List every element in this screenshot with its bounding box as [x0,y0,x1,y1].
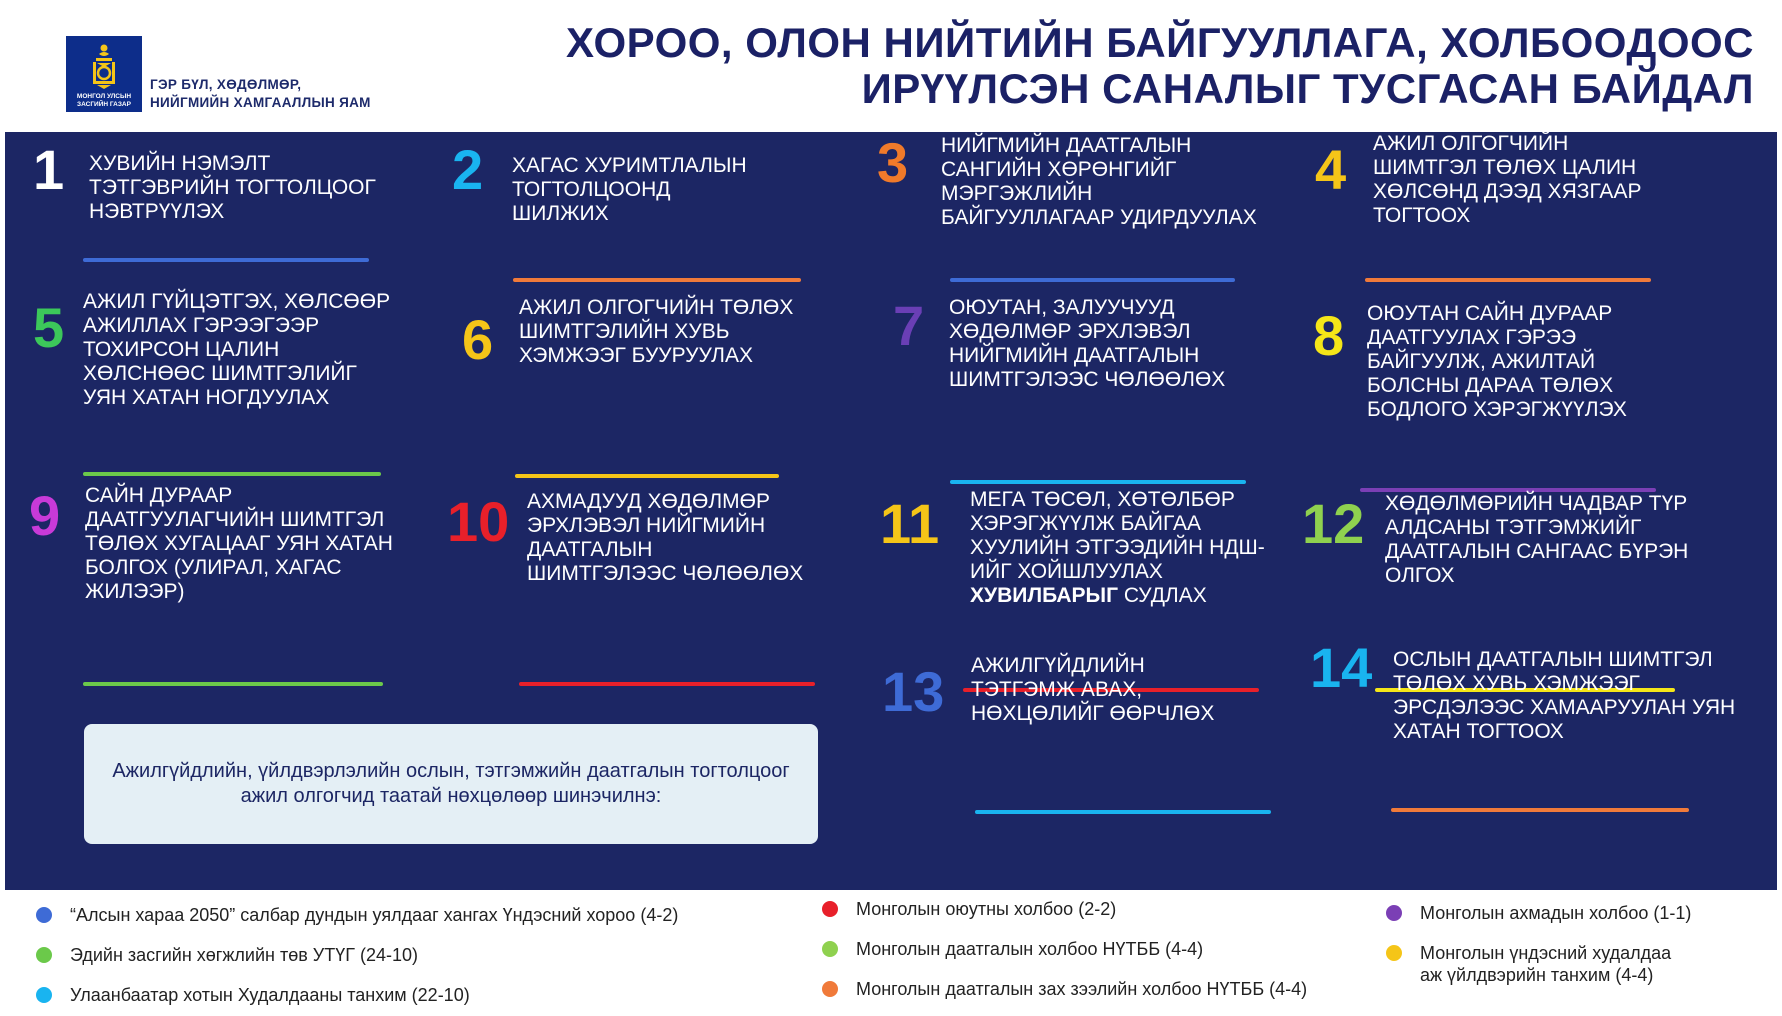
proposal-text [941,134,1257,230]
proposal-number: 10 [447,490,510,553]
legend-label [1420,942,1671,986]
proposal-underline [1365,278,1651,282]
legend-dot [1386,945,1402,961]
proposal-text-line: ТЭТГЭМЖ АВАХ, [971,678,1143,701]
legend-dot [36,987,52,1003]
proposal-text-line: ТОГТООХ [1373,204,1471,227]
proposal-text-line: ЭРХЛЭВЭЛ НИЙГМИЙН [527,514,766,537]
proposal-underline [83,472,381,476]
proposal-text [971,654,1214,726]
proposal-text-line: УЯН ХАТАН НОГДУУЛАХ [83,386,330,409]
proposal-text-line: ОСЛЫН ДААТГАЛЫН ШИМТГЭЛ [1393,648,1713,671]
proposal-text-line: ТӨЛӨХ ХУВЬ ХЭМЖЭЭГ [1393,672,1640,695]
proposal-text-line: ХЭРЭГЖҮҮЛЖ БАЙГАА [970,512,1202,535]
proposal-text-line: НИЙГМИЙН ДААТГАЛЫН [941,134,1192,157]
proposal-underline [83,682,383,686]
proposal-underline [950,480,1246,484]
ministry-line-1: ГЭР БҮЛ, ХӨДӨЛМӨР, [150,77,302,92]
proposal-text-line: БАЙГУУЛЛАГААР УДИРДУУЛАХ [941,206,1257,229]
government-logo [66,36,142,112]
proposal-text-line: САЙН ДУРААР [85,484,233,507]
proposal-text [1373,132,1641,228]
header [0,0,1782,132]
proposal-text-line: ДААТГАЛЫН САНГААС БҮРЭН [1385,540,1689,563]
proposal-text-line: АЖИЛГҮЙДЛИЙН [971,654,1145,677]
proposal-text-line: БОЛСНЫ ДАРАА ТӨЛӨХ [1367,374,1614,397]
legend-label-line: Монголын үндэсний худалдаа [1420,943,1672,963]
proposal-text-line: АХМАДУУД ХӨДӨЛМӨР [527,490,770,513]
proposal-text [1393,648,1735,744]
soyombo-icon [66,36,142,112]
proposal-number: 2 [452,138,484,201]
proposal-underline [513,278,801,282]
proposal-text-bold: ХУВИЛБАРЫГ [970,584,1118,607]
proposal-text-line: ХӨДӨЛМӨР ЭРХЛЭВЭЛ [949,320,1191,343]
proposal-number: 7 [893,294,925,357]
page-title [566,20,1754,112]
proposal-text-line: САНГИЙН ХӨРӨНГИЙГ [941,158,1177,181]
note-text: Ажилгүйдлийн, үйлдвэрлэлийн ослын, тэтгэмжийн даатгалын тогтолцоог ажил олгогчид таатай нөхцөлөөр шинэчилнэ: [112,760,790,807]
proposal-underline [515,474,779,478]
proposal-text-rest: СУДЛАХ [1118,584,1207,607]
proposal-text-line: ОЮУТАН САЙН ДУРААР [1367,302,1613,325]
proposal-number: 12 [1302,492,1365,555]
proposal-text-line: ШИЛЖИХ [512,202,609,225]
legend-dot [822,981,838,997]
proposal-text-line: ТӨЛӨХ ХУГАЦААГ УЯН ХАТАН [85,532,393,555]
proposal-number: 1 [33,138,65,201]
proposal-text-line: ХАТАН ТОГТООХ [1393,720,1564,743]
proposal-text-line: ДААТГАЛЫН [527,538,653,561]
proposal-text-line: ШИМТГЭЛ ТӨЛӨХ ЦАЛИН [1373,156,1637,179]
proposal-text-line: ХӨЛСНӨӨС ШИМТГЭЛИЙГ [83,362,357,385]
proposal-text-line: ХАГАС ХУРИМТЛАЛЫН [512,154,747,177]
proposal-text-line: ХУУЛИЙН ЭТГЭЭДИЙН НДШ- [970,536,1265,559]
proposal-text-line: БОЛГОХ (УЛИРАЛ, ХАГАС [85,556,342,579]
legend-dot [1386,905,1402,921]
proposal-text-line: НИЙГМИЙН ДААТГАЛЫН [949,344,1200,367]
proposal-text-line: АЖИЛ ОЛГОГЧИЙН [1373,132,1569,155]
legend-label: Улаанбаатар хотын Худалдааны танхим (22-10) [70,985,470,1005]
proposal-text-line: БАЙГУУЛЖ, АЖИЛТАЙ [1367,350,1596,373]
legend-label: Эдийн засгийн хөгжлийн төв УТҮГ (24-10) [70,945,418,965]
proposal-text-line: ЭРСДЭЛЭЭС ХАМААРУУЛАН УЯН [1393,696,1736,719]
proposal-text-line: ДААТГУУЛАХ ГЭРЭЭ [1367,326,1577,349]
proposal-text [512,154,747,226]
proposal-underline [975,810,1271,814]
proposal-underline [519,682,815,686]
legend-label: Монголын ахмадын холбоо (1-1) [1420,903,1692,923]
proposal-text-line: АЖИЛЛАХ ГЭРЭЭГЭЭР [83,314,320,337]
proposal-number: 5 [33,296,65,359]
legend-label: Монголын даатгалын зах зээлийн холбоо НҮТББ (4-4) [856,979,1308,999]
proposal-text-line: АЖИЛ ОЛГОГЧИЙН ТӨЛӨХ [519,296,794,319]
proposal-text [949,296,1225,392]
legend-dot [36,947,52,963]
legend [0,890,1782,1016]
legend-dot [822,901,838,917]
proposal-text-line: ТОХИРСОН ЦАЛИН [83,338,280,361]
proposals-panel [5,132,1777,890]
proposal-underline [950,278,1235,282]
proposal-number: 13 [882,660,945,723]
logo-text-2: ЗАСГИЙН ГАЗАР [77,101,131,108]
legend-label: Монголын оюутны холбоо (2-2) [856,899,1117,919]
proposal-text-line: ШИМТГЭЛЭЭС ЧӨЛӨӨЛӨХ [949,368,1226,391]
proposal-text-line: ХӨДӨЛМӨРИЙН ЧАДВАР ТҮР [1385,492,1688,515]
proposal-number: 11 [880,492,940,555]
proposal-text-line: АЖИЛ ГҮЙЦЭТГЭХ, ХӨЛСӨӨР [83,290,391,313]
proposal-text [89,152,376,224]
note-box [84,724,818,844]
proposal-underline [1391,808,1689,812]
proposal-underline [83,258,369,262]
legend-dot [822,941,838,957]
proposal-text [83,290,390,410]
ministry-name [150,76,371,112]
proposal-text-line: НЭВТРҮҮЛЭХ [89,200,225,223]
proposal-text-line: ИЙГ ХОЙШЛУУЛАХ [970,560,1163,583]
proposal-text-line: ШИМТГЭЛИЙН ХУВЬ [519,320,730,343]
proposal-text [1367,302,1627,422]
proposal-text-line: МЕГА ТӨСӨЛ, ХӨТӨЛБӨР [970,488,1235,511]
logo-text-1: МОНГОЛ УЛСЫН [76,93,132,100]
proposal-text-line: МЭРГЭЖЛИЙН [941,182,1093,205]
proposal-text [970,488,1265,608]
proposal-number: 8 [1313,304,1345,367]
legend-dot [36,907,52,923]
proposal-text-line [970,584,1265,608]
proposal-text-line: ЖИЛЭЭР) [85,580,185,603]
proposal-text-line: НӨХЦӨЛИЙГ ӨӨРЧЛӨХ [971,702,1215,725]
proposal-text-line: ДААТГУУЛАГЧИЙН ШИМТГЭЛ [85,508,385,531]
title-line-2: ИРҮҮЛСЭН САНАЛЫГ ТУСГАСАН БАЙДАЛ [861,65,1754,112]
title-line-1: ХОРОО, ОЛОН НИЙТИЙН БАЙГУУЛЛАГА, ХОЛБООДООС [566,19,1754,66]
proposal-number: 9 [29,484,61,547]
proposal-text-line: ТЭТГЭВРИЙН ТОГТОЛЦООГ [89,176,376,199]
proposal-text [527,490,803,586]
proposal-text-line: ОЛГОХ [1385,564,1455,587]
proposal-text [519,296,793,368]
legend-label-line: аж үйлдвэрийн танхим (4-4) [1420,965,1654,985]
proposal-text-line: АЛДСАНЫ ТЭТГЭМЖИЙГ [1385,516,1642,539]
legend-label: “Алсын хараа 2050” салбар дундын уялдааг хангах Үндэсний хороо (4-2) [70,905,679,925]
proposal-text-line: ХЭМЖЭЭГ БУУРУУЛАХ [519,344,753,367]
proposal-text-line: ОЮУТАН, ЗАЛУУЧУУД [949,296,1175,319]
proposal-text-line: БОДЛОГО ХЭРЭГЖҮҮЛЭХ [1367,398,1627,421]
proposal-number: 3 [877,131,909,194]
proposal-number: 14 [1310,636,1373,699]
proposal-text-line: ХӨЛСӨНД ДЭЭД ХЯЗГААР [1373,180,1642,203]
ministry-line-2: НИЙГМИЙН ХАМГААЛЛЫН ЯАМ [150,95,371,110]
proposal-number: 4 [1315,138,1347,201]
proposal-text-line: ХУВИЙН НЭМЭЛТ [89,152,271,175]
proposal-text [85,484,393,604]
proposal-number: 6 [462,308,494,371]
proposal-text [1385,492,1688,588]
proposal-text-line: ТОГТОЛЦООНД [512,178,671,201]
proposal-text-line: ШИМТГЭЛЭЭС ЧӨЛӨӨЛӨХ [527,562,804,585]
legend-label: Монголын даатгалын холбоо НҮТББ (4-4) [856,939,1204,959]
